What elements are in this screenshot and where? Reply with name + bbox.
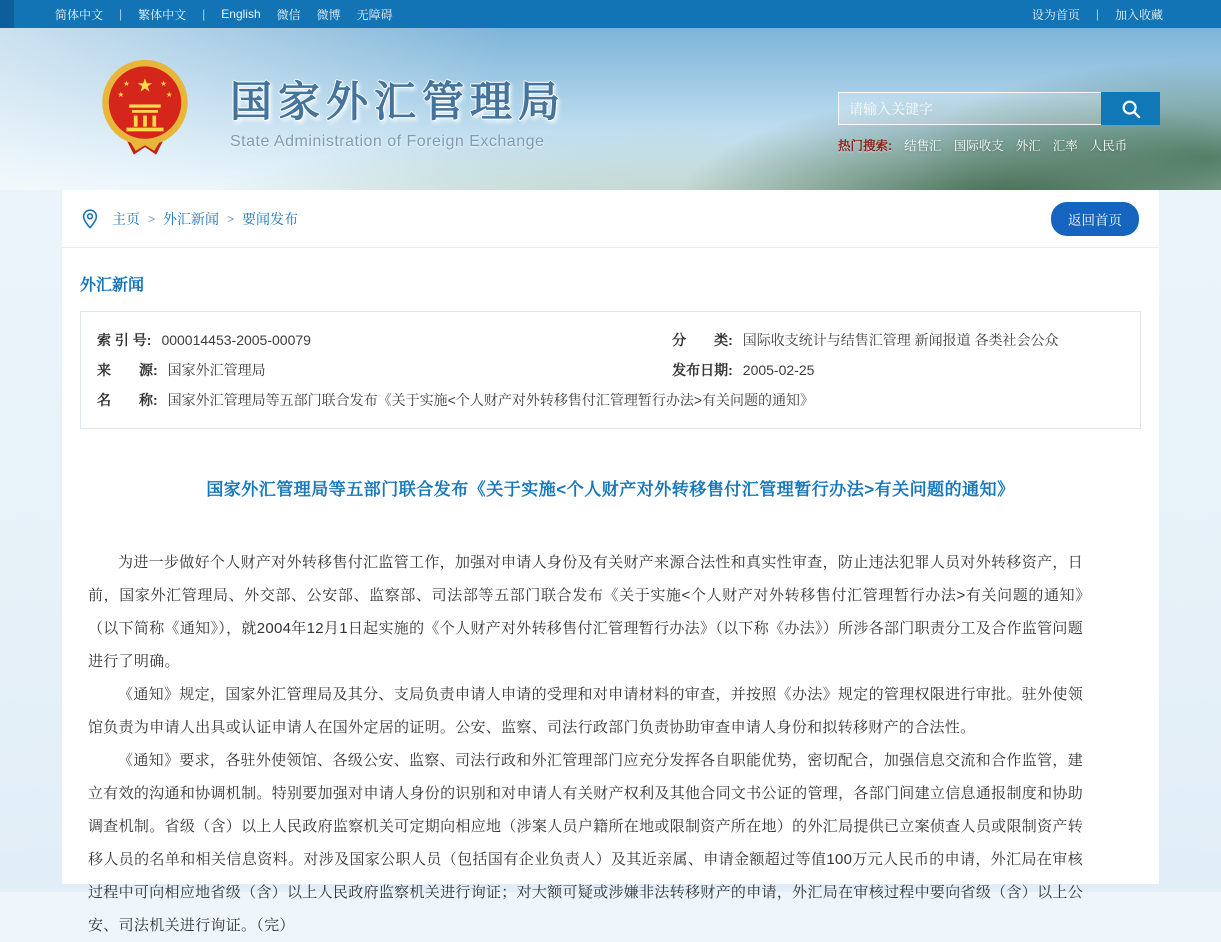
- svg-text:★: ★: [123, 78, 130, 88]
- article-paragraph: 《通知》要求，各驻外使领馆、各级公安、监察、司法行政和外汇管理部门应充分发挥各自职能优势，密切配合，加强信息交流和合作监管，建立有效的沟通和协调机制。特别要加强对申请人身份的识别和对申请人有关财产权利及其他合同文书公证的管理，各部门间建立信息通报制度和协助调查机制。省级（含）以上人民政府监察机关可定期向相应地（涉案人员户籍所在地或限制资产所在地）的外汇局提供已立案侦查人员或限制资产转移人员的名单和相关信息资料。对涉及国家公职人员（包括国有企业负责人）及其近亲属、申请金额超过等值100万元人民币的申请，外汇局在审核过程中可向相应地省级（含）以上人民政府监察机关进行询证；对大额可疑或涉嫌非法转移财产的申请，外汇局在审核过程中要向省级（含）以上公安、司法机关进行询证。（完）: [88, 752, 1083, 934]
- meta-name-value: 国家外汇管理局等五部门联合发布《关于实施<个人财产对外转移售付汇管理暂行办法>有关问题的通知》: [167, 392, 815, 408]
- meta-category-value: 国际收支统计与结售汇管理 新闻报道 各类社会公众: [742, 332, 1059, 348]
- site-header-banner: [0, 28, 1221, 190]
- svg-text:★: ★: [165, 90, 173, 99]
- meta-date-label: 发布日期:: [672, 362, 733, 378]
- breadcrumb-separator: >: [227, 211, 235, 226]
- breadcrumb: [112, 209, 298, 229]
- breadcrumb-current-page[interactable]: 要闻发布: [242, 210, 299, 227]
- svg-text:★: ★: [117, 90, 125, 99]
- meta-source-value: 国家外汇管理局: [167, 362, 266, 378]
- document-meta-box: [80, 311, 1141, 429]
- topbar-right-links: [1032, 6, 1163, 23]
- hot-search-link[interactable]: 人民币: [1089, 139, 1128, 153]
- back-home-button[interactable]: 返回首页: [1051, 202, 1139, 236]
- meta-index-row: [97, 325, 672, 355]
- section-title: 外汇新闻: [80, 277, 145, 294]
- meta-name-row: [97, 385, 1124, 415]
- search-area: [838, 92, 1160, 154]
- meta-date-value: 2005-02-25: [742, 362, 815, 378]
- meta-index-label: 索 引 号:: [97, 332, 152, 348]
- meta-name-label: 名 称:: [97, 392, 158, 408]
- meta-source-row: [97, 355, 672, 385]
- article-paragraph: 为进一步做好个人财产对外转移售付汇监管工作，加强对申请人身份及有关财产来源合法性和真实性审查，防止违法犯罪人员对外转移资产，日前，国家外汇管理局、外交部、公安部、监察部、司法部等五部门联合发布《关于实施<个人财产对外转移售付汇管理暂行办法>有关问题的通知》 （以下简称《通知》），就2004年12月1日起实施的《个人财产对外转移售付汇管理暂行办法》（以下称《办法》）所涉各部门职责分工及合作监管问题进行了明确。: [88, 554, 1099, 670]
- wechat-link[interactable]: 微信: [276, 7, 301, 22]
- add-favorite-link[interactable]: 加入收藏: [1114, 7, 1163, 22]
- lang-english-link[interactable]: English: [221, 7, 261, 21]
- weibo-link[interactable]: 微博: [316, 7, 341, 22]
- site-title: 国家外汇管理局: [230, 78, 567, 125]
- hot-search-link[interactable]: 汇率: [1052, 139, 1078, 153]
- hot-search-link[interactable]: 外汇: [1015, 139, 1041, 153]
- article-title: 国家外汇管理局等五部门联合发布《关于实施<个人财产对外转移售付汇管理暂行办法>有关问题的通知》: [206, 480, 1015, 499]
- national-emblem-icon: [98, 58, 192, 162]
- search-button[interactable]: [1101, 92, 1160, 125]
- brand-text: [230, 69, 566, 151]
- breadcrumb-separator: >: [148, 211, 156, 226]
- topbar-left-links: [55, 6, 393, 23]
- hot-search-row: [838, 136, 1160, 154]
- set-homepage-link[interactable]: 设为首页: [1031, 7, 1080, 22]
- breadcrumb-bar: [62, 190, 1159, 248]
- hot-search-link[interactable]: 结售汇: [904, 139, 942, 153]
- location-pin-icon: [82, 209, 98, 229]
- breadcrumb-forex-news-link[interactable]: 外汇新闻: [163, 210, 220, 227]
- site-logo-home-link[interactable]: [98, 58, 566, 162]
- meta-category-label: 分 类:: [672, 332, 733, 348]
- hot-search-link[interactable]: 国际收支: [953, 139, 1004, 153]
- meta-category-row: [672, 325, 1124, 355]
- divider: |: [202, 7, 206, 21]
- lang-traditional-link[interactable]: 繁体中文: [138, 7, 187, 22]
- search-icon: [1120, 98, 1142, 120]
- article-paragraph: 《通知》规定，国家外汇管理局及其分、支局负责申请人申请的受理和对申请材料的审查，并按照《办法》规定的管理权限进行审批。驻外使领馆负责为申请人出具或认证申请人在国外定居的证明。公安、监察、司法行政部门负责协助审查申请人身份和拟转移财产的合法性。: [88, 686, 1083, 736]
- main-content-column: [62, 190, 1159, 934]
- lang-simplified-link[interactable]: 简体中文: [55, 7, 104, 22]
- accessibility-link[interactable]: 无障碍: [356, 7, 393, 22]
- search-input[interactable]: [838, 92, 1101, 125]
- meta-source-label: 来 源:: [97, 362, 158, 378]
- breadcrumb-home-link[interactable]: 主页: [112, 210, 140, 227]
- meta-index-value: 000014453-2005-00079: [161, 332, 311, 348]
- meta-date-row: [672, 355, 1124, 385]
- svg-text:★: ★: [160, 78, 167, 88]
- article-body: [80, 546, 1141, 942]
- article-card: [62, 248, 1159, 942]
- svg-text:★: ★: [136, 74, 154, 96]
- hot-search-label: 热门搜索:: [838, 139, 893, 153]
- divider: |: [119, 7, 123, 21]
- divider: |: [1095, 7, 1099, 21]
- top-utility-bar: [0, 0, 1221, 28]
- site-title-english: State Administration of Foreign Exchange: [230, 133, 545, 150]
